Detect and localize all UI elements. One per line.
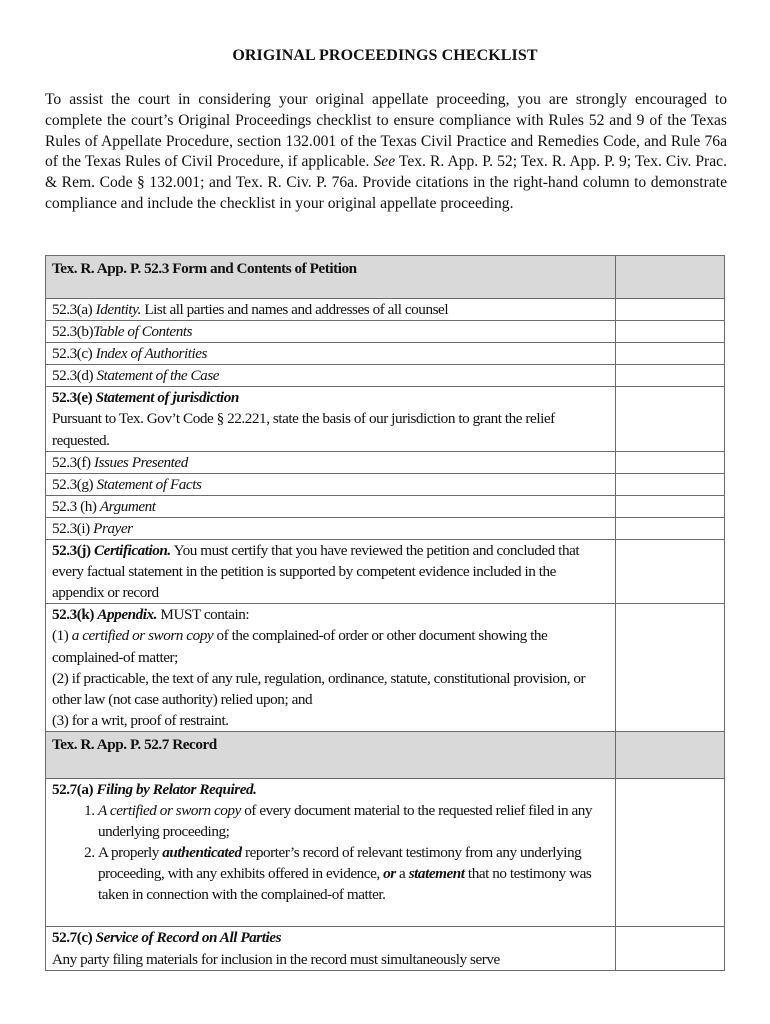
intro-see: See	[373, 153, 396, 171]
item-52-3-a	[46, 299, 616, 321]
appendix-line-2: (2) if practicable, the text of any rule, regulation, ordinance, statute, constitutional provision, or other law (not case authority) relied upon; and	[52, 669, 586, 708]
appendix-line-1: of the complained-of order or other document showing the complained-of matter;	[52, 627, 548, 666]
item-prefix: 52.3 (h)	[52, 497, 97, 515]
item-title: Service of Record on All Parties	[95, 929, 282, 947]
appendix-line-1-italic: a certified or sworn copy	[71, 627, 214, 645]
item-title: Index of Authorities	[95, 345, 208, 363]
citation-cell[interactable]	[616, 604, 725, 732]
sub2-text-1: A properly	[98, 844, 159, 862]
item-prefix: 52.3(i)	[52, 519, 90, 537]
citation-cell[interactable]	[616, 299, 725, 321]
table-row	[46, 927, 725, 970]
item-title: Statement of jurisdiction	[95, 389, 239, 407]
table-row	[46, 299, 725, 321]
table-row	[46, 604, 725, 732]
table-row	[46, 473, 725, 495]
item-prefix: 52.3(b)	[52, 323, 94, 341]
table-row	[46, 321, 725, 343]
citation-cell[interactable]	[616, 927, 725, 970]
appendix-line-1-num: (1)	[52, 627, 69, 645]
item-52-3-j	[46, 540, 616, 604]
item-52-3-c	[46, 343, 616, 365]
item-title: Identity.	[95, 301, 141, 318]
table-row	[46, 365, 725, 387]
item-title: Issues Presented	[93, 453, 188, 471]
section-heading: Tex. R. App. P. 52.3 Form and Contents of Petition	[46, 256, 616, 299]
item-prefix: 52.7(c)	[52, 929, 93, 947]
item-52-3-b	[46, 321, 616, 343]
table-row	[46, 778, 725, 927]
sub2-or: or	[383, 865, 396, 883]
table-row	[46, 387, 725, 451]
item-text: MUST contain:	[160, 606, 250, 624]
intro-citations: Tex. R. App. P. 52; Tex. R. App. P. 9; Tex. Civ. Prac. & Rem. Code § 132.001; and Tex. R. Civ. P. 76a. Provide citations in the right-hand column to demonstrate compliance and include the checklist in your original appellate proceeding.	[45, 153, 727, 212]
citation-cell[interactable]	[616, 256, 725, 299]
citation-cell[interactable]	[616, 540, 725, 604]
record-requirements-list	[52, 800, 611, 905]
table-row	[46, 495, 725, 517]
item-52-3-h	[46, 495, 616, 517]
item-title: Filing by Relator Required.	[96, 780, 257, 798]
citation-cell[interactable]	[616, 343, 725, 365]
item-52-7-a	[46, 778, 616, 927]
sub2-text-3: a	[399, 865, 406, 883]
item-text: You must certify that you have reviewed the petition and concluded that every factual statement in the petition is supported by competent evidence included in the appendix or record	[52, 542, 580, 602]
item-52-3-g	[46, 473, 616, 495]
citation-cell[interactable]	[616, 731, 725, 778]
citation-cell[interactable]	[616, 451, 725, 473]
item-prefix: 52.3(d)	[52, 367, 94, 385]
item-prefix: 52.3(c)	[52, 345, 93, 363]
table-row	[46, 451, 725, 473]
item-52-3-i	[46, 517, 616, 539]
page-title: ORIGINAL PROCEEDINGS CHECKLIST	[232, 47, 538, 64]
checklist-table	[45, 255, 725, 971]
item-prefix: 52.7(a)	[52, 780, 94, 798]
item-prefix: 52.3(a)	[52, 301, 93, 318]
sub2-text-2: reporter’s record of relevant testimony from any underlying proceeding, with any exhibits offered in evidence,	[98, 844, 582, 883]
item-text: List all parties and names and addresses of all counsel	[144, 301, 449, 318]
citation-cell[interactable]	[616, 365, 725, 387]
item-prefix: 52.3(f)	[52, 453, 91, 471]
intro-text: To assist the court in considering your original appellate proceeding, you are strongly encouraged to complete the court’s Original Proceedings checklist to ensure compliance with Rules 52 and 9 of the Texas Rules of Appellate Procedure, section 132.001 of the Texas Civil Practice and Remedies Code, and Rule 76a of the Texas Rules of Civil Procedure, if applicable.	[45, 91, 727, 171]
item-title: Statement of the Case	[96, 367, 220, 385]
table-row	[46, 343, 725, 365]
item-prefix: 52.3(j)	[52, 542, 91, 560]
table-row	[46, 517, 725, 539]
section-header-52-3	[46, 256, 725, 299]
item-52-3-k	[46, 604, 616, 732]
citation-cell[interactable]	[616, 495, 725, 517]
citation-cell[interactable]	[616, 387, 725, 451]
item-52-3-e	[46, 387, 616, 451]
citation-cell[interactable]	[616, 517, 725, 539]
item-text: Any party filing materials for inclusion in the record must simultaneously serve	[52, 950, 500, 968]
citation-cell[interactable]	[616, 321, 725, 343]
item-title: Statement of Facts	[96, 475, 202, 493]
citation-cell[interactable]	[616, 473, 725, 495]
item-prefix: 52.3(e)	[52, 389, 93, 407]
item-title: Table of Contents	[93, 323, 193, 341]
item-52-7-c	[46, 927, 616, 970]
item-text: Pursuant to Tex. Gov’t Code § 22.221, state the basis of our jurisdiction to grant the relief requested.	[52, 410, 555, 449]
sub2-bold-2: statement	[408, 865, 465, 883]
list-item	[98, 842, 611, 905]
item-title: Prayer	[93, 519, 133, 537]
item-prefix: 52.3(k)	[52, 606, 94, 624]
item-title: Certification.	[93, 542, 171, 560]
sub2-text-4: that no testimony was taken in connection with the complained-of matter.	[98, 865, 592, 904]
item-52-3-f	[46, 451, 616, 473]
item-52-3-d	[46, 365, 616, 387]
appendix-line-3: (3) for a writ, proof of restraint.	[52, 711, 229, 729]
intro-paragraph	[45, 90, 727, 215]
citation-cell[interactable]	[616, 778, 725, 927]
section-heading: Tex. R. App. P. 52.7 Record	[46, 731, 616, 778]
section-header-52-7	[46, 731, 725, 778]
sub2-bold-1: authenticated	[162, 844, 242, 862]
sub1-text: of every document material to the requested relief filed in any underlying proceeding;	[98, 801, 593, 841]
sub1-italic: A certified or sworn copy	[98, 801, 241, 819]
item-prefix: 52.3(g)	[52, 475, 94, 493]
list-item	[98, 800, 611, 842]
item-title: Argument	[99, 497, 156, 515]
item-title: Appendix.	[97, 606, 158, 624]
table-row	[46, 540, 725, 604]
